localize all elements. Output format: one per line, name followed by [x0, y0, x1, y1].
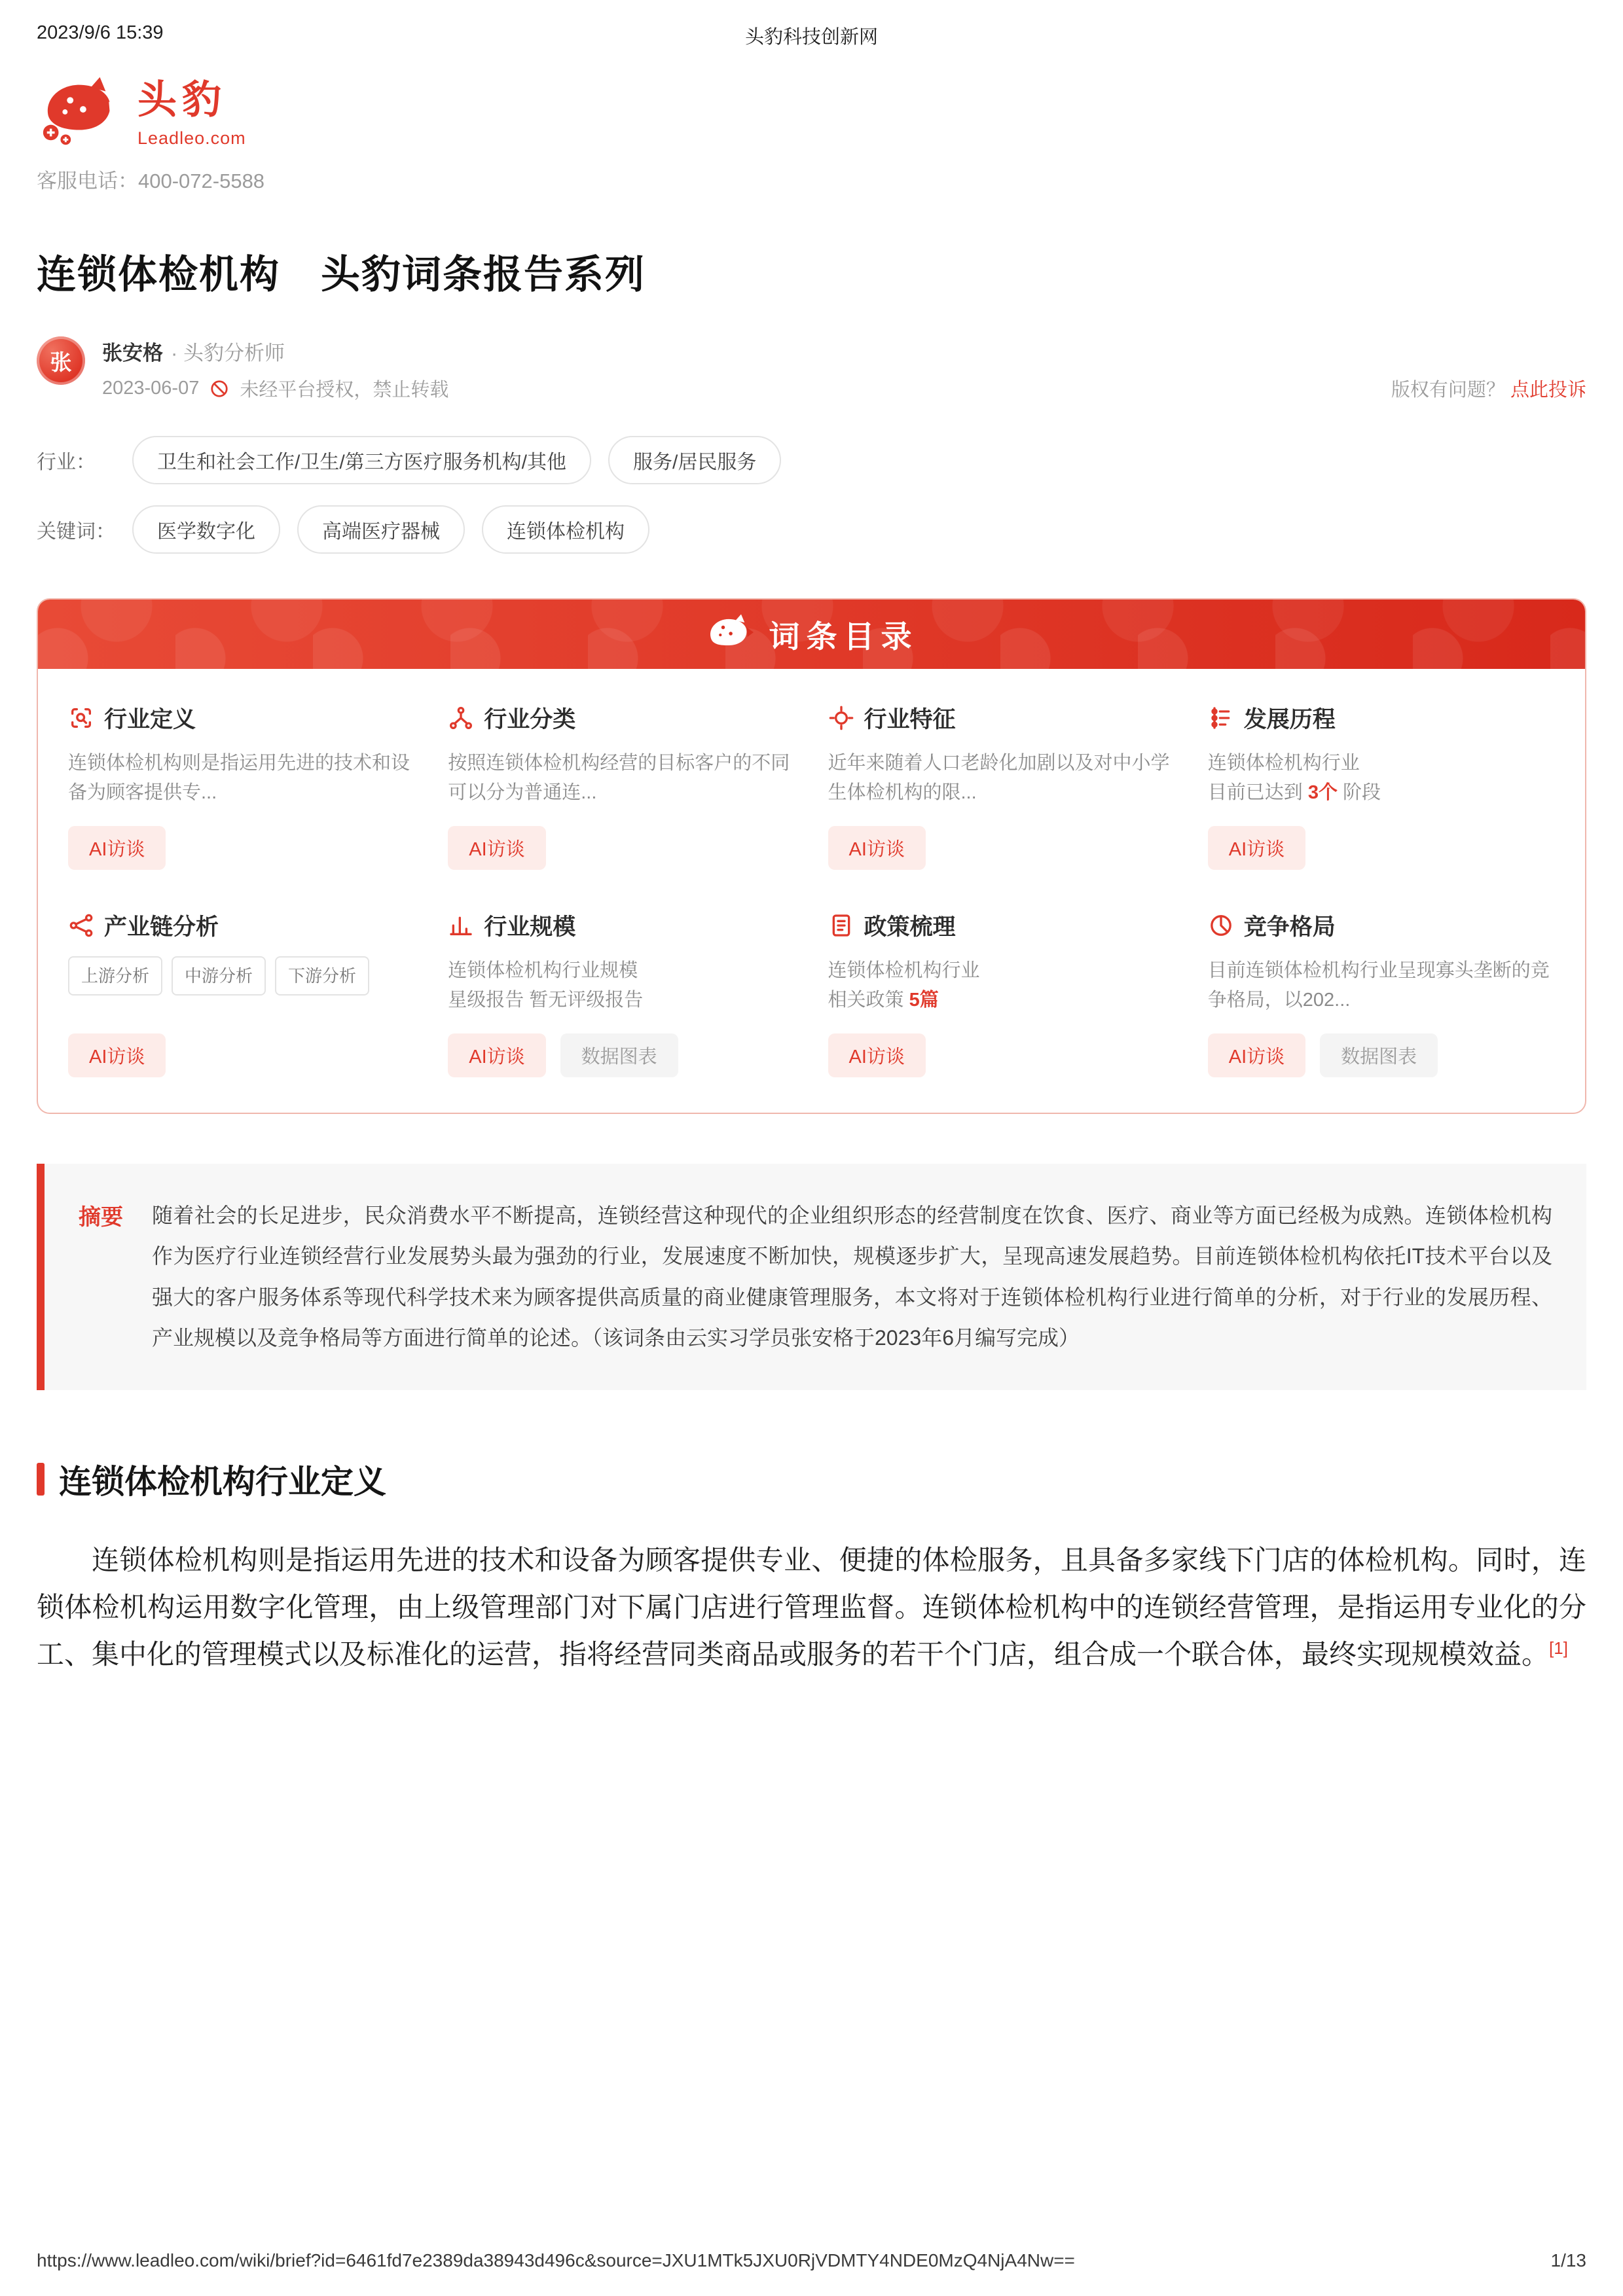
directory-item-market-size	[448, 909, 795, 1077]
footer-url: https://www.leadleo.com/wiki/brief?id=6461fd7e2389da38943d496c&source=JXU1MTk5JXU0RjVDMTY4NDE0MzQ4NjA4Nw==	[37, 2250, 1075, 2270]
directory-item-title: 行业规模	[484, 914, 576, 940]
chain-analysis-tags	[68, 956, 415, 1016]
definition-paragraph: 连锁体检机构则是指运用先进的技术和设备为顾客提供专业、便捷的体检服务，且具备多家线下门店的体检机构。同时，连锁体检机构运用数字化管理，由上级管理部门对下属门店进行管理监督。连锁体检机构中的连锁经营管理，是指运用专业化的分工、集中化的管理模式以及标准化的运营，指将经营同类商品或服务的若干个门店，组合成一个联合体，最终实现规模效益。[1]	[37, 1544, 1586, 1670]
ai-interview-button[interactable]: AI访谈	[448, 826, 545, 870]
directory-item-title: 行业分类	[484, 707, 576, 732]
industry-features-icon	[828, 705, 854, 731]
industry-tag-row	[37, 436, 1586, 484]
heading-accent-bar	[37, 1463, 45, 1496]
directory-item-link[interactable]	[1208, 702, 1555, 734]
directory-item-link[interactable]	[828, 909, 1175, 942]
citation-ref[interactable]: [1]	[1549, 1638, 1568, 1659]
directory-item-title: 政策梳理	[864, 914, 956, 940]
directory-item-history	[1208, 702, 1555, 870]
ai-interview-button[interactable]: AI访谈	[448, 1033, 545, 1077]
author-avatar[interactable]	[37, 336, 85, 385]
directory-item-title: 发展历程	[1243, 707, 1336, 732]
industry-label: 行业：	[37, 452, 96, 473]
keyword-tag[interactable]: 高端医疗器械	[297, 505, 465, 554]
directory-item-link[interactable]	[1208, 909, 1555, 942]
ai-interview-button[interactable]: AI访谈	[1208, 826, 1305, 870]
industry-tag[interactable]: 服务/居民服务	[608, 436, 781, 484]
directory-item-classification	[448, 702, 795, 870]
directory-item-link[interactable]	[68, 909, 415, 942]
directory-item-desc: 连锁体检机构行业 目前已达到 3个 阶段	[1207, 753, 1381, 803]
policy-document-icon	[828, 912, 854, 939]
copyright-row	[1391, 375, 1586, 402]
print-footer	[37, 2250, 1586, 2271]
directory-item-desc: 按照连锁体检机构经营的目标客户的不同可以分为普通连...	[448, 753, 790, 803]
print-header	[37, 0, 1586, 52]
development-history-icon	[1208, 705, 1234, 731]
ai-interview-button[interactable]: AI访谈	[68, 826, 166, 870]
ai-interview-button[interactable]: AI访谈	[68, 1033, 166, 1077]
keyword-label: 关键词：	[37, 521, 115, 543]
publish-date: 2023-06-07	[102, 378, 200, 399]
directory-card	[37, 598, 1586, 1114]
data-chart-button[interactable]: 数据图表	[1320, 1033, 1438, 1077]
license-note: 未经平台授权，禁止转载	[240, 380, 449, 401]
directory-item-value-chain	[68, 909, 415, 1077]
no-reprint-icon	[210, 379, 229, 399]
directory-header	[38, 600, 1585, 669]
leopard-head-icon	[705, 613, 754, 656]
directory-grid	[38, 669, 1585, 1113]
logo-wordmark: 头豹	[137, 78, 227, 122]
logo-text	[137, 75, 246, 149]
section-heading-text: 连锁体检机构行业定义	[59, 1463, 386, 1500]
service-phone: 客服电话：400-072-5588	[37, 170, 265, 192]
directory-item-link[interactable]	[68, 702, 415, 734]
author-name[interactable]: 张安格	[102, 342, 163, 365]
directory-item-link[interactable]	[448, 909, 795, 942]
directory-item-title: 行业特征	[864, 707, 956, 732]
directory-item-features	[828, 702, 1175, 870]
brand-header	[37, 75, 1586, 194]
leopard-logo-icon	[37, 75, 120, 148]
site-name: 头豹科技创新网	[744, 27, 878, 48]
directory-item-link[interactable]	[828, 702, 1175, 734]
report-complaint-link[interactable]: 点此投诉	[1510, 380, 1586, 401]
ai-interview-button[interactable]: AI访谈	[828, 826, 926, 870]
directory-item-desc: 连锁体检机构行业规模 星级报告 暂无评级报告	[448, 960, 644, 1011]
keyword-tag[interactable]: 连锁体检机构	[482, 505, 649, 554]
author-block	[37, 336, 1586, 402]
industry-definition-icon	[68, 705, 94, 731]
directory-item-desc: 近年来随着人口老龄化加剧以及对中小学生体检机构的限...	[828, 753, 1170, 803]
directory-item-desc: 目前连锁体检机构行业呈现寡头垄断的竞争格局，以202...	[1207, 960, 1550, 1011]
midstream-analysis-tag[interactable]: 中游分析	[172, 956, 266, 996]
value-chain-icon	[68, 912, 94, 939]
stage-count: 3个	[1307, 781, 1338, 803]
directory-item-desc: 连锁体检机构则是指运用先进的技术和设备为顾客提供专...	[68, 753, 410, 803]
avatar-initial: 张	[50, 350, 72, 374]
copyright-question: 版权有问题？	[1391, 380, 1505, 401]
abstract-label: 摘要	[79, 1205, 123, 1230]
directory-item-link[interactable]	[448, 702, 795, 734]
directory-item-desc: 连锁体检机构行业 相关政策 5篇	[828, 960, 980, 1011]
page-indicator: 1/13	[1550, 2250, 1586, 2270]
leadleo-logo[interactable]	[37, 75, 1586, 149]
directory-item-title: 竞争格局	[1243, 914, 1336, 940]
market-size-icon	[448, 912, 474, 939]
author-role: · 头豹分析师	[171, 342, 285, 365]
directory-title: 词条目录	[769, 619, 919, 654]
upstream-analysis-tag[interactable]: 上游分析	[68, 956, 162, 996]
directory-item-title: 产业链分析	[104, 914, 219, 940]
directory-item-policy	[828, 909, 1175, 1077]
abstract-block	[37, 1164, 1586, 1390]
logo-domain: Leadleo.com	[137, 128, 246, 148]
ai-interview-button[interactable]: AI访谈	[828, 1033, 926, 1077]
industry-tag[interactable]: 卫生和社会工作/卫生/第三方医疗服务机构/其他	[132, 436, 591, 484]
directory-item-title: 行业定义	[104, 707, 196, 732]
print-timestamp: 2023/9/6 15:39	[37, 22, 164, 43]
directory-item-competition	[1208, 909, 1555, 1077]
data-chart-button[interactable]: 数据图表	[560, 1033, 678, 1077]
directory-item-definition	[68, 702, 415, 870]
policy-count: 5篇	[909, 989, 939, 1011]
abstract-text: 随着社会的长足进步，民众消费水平不断提高，连锁经营这种现代的企业组织形态的经营制度在饮食、医疗、商业等方面已经极为成熟。连锁体检机构作为医疗行业连锁经营行业发展势头最为强劲的行业，发展速度不断加快，规模逐步扩大，呈现高速发展趋势。目前连锁体检机构依托IT技术平台以及强大的客户服务体系等现代科学技术来为顾客提供高质量的商业健康管理服务，本文将对于连锁体检机构行业进行简单的分析，对于行业的发展历程、产业规模以及竞争格局等方面进行简单的论述。（该词条由云实习学员张安格于2023年6月编写完成）	[152, 1204, 1552, 1350]
downstream-analysis-tag[interactable]: 下游分析	[275, 956, 369, 996]
competition-pie-icon	[1208, 912, 1234, 939]
section-heading	[37, 1456, 1586, 1503]
industry-classification-icon	[448, 705, 474, 731]
article-title: 连锁体检机构 头豹词条报告系列	[37, 253, 646, 296]
keyword-tag[interactable]: 医学数字化	[132, 505, 280, 554]
keyword-tag-row	[37, 505, 1586, 554]
ai-interview-button[interactable]: AI访谈	[1208, 1033, 1305, 1077]
author-info	[102, 336, 448, 402]
